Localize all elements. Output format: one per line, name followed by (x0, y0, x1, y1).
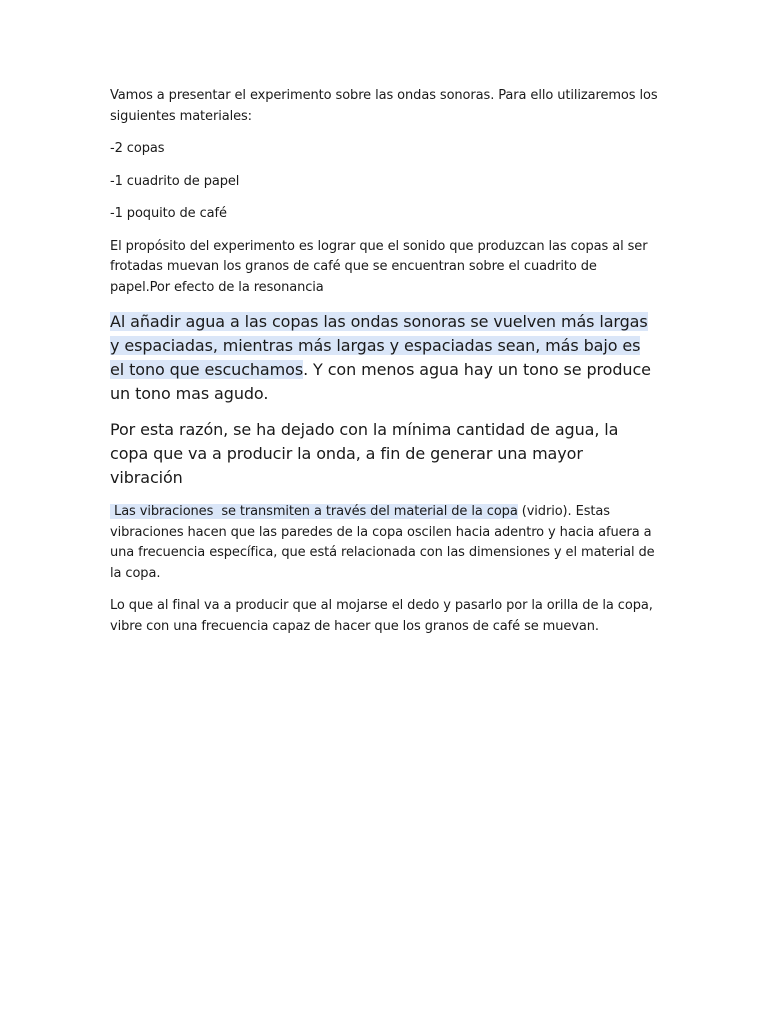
agua-rest-text: . Y con menos agua hay un tono se produce un tono mas agudo. (110, 360, 651, 403)
vibraciones-paragraph (110, 502, 658, 584)
final-paragraph: Lo que al final va a producir que al mojarse el dedo y pasarlo por la orilla de la copa, vibre con una frecuencia capaz de hacer que los granos de café se muevan. (110, 598, 653, 634)
intro-paragraph: Vamos a presentar el experimento sobre las ondas sonoras. Para ello utilizaremos los siguientes materiales: (110, 88, 658, 124)
material-item-copas: -2 copas (110, 141, 165, 156)
agua-highlighted-text: Al añadir agua a las copas las ondas sonoras se vuelven más largas y espaciadas, mientras más largas y espaciadas sean, más bajo es el tono que escuchamos (110, 312, 648, 379)
material-item-papel: -1 cuadrito de papel (110, 173, 240, 189)
document-page (110, 86, 658, 637)
agua-paragraph (110, 310, 658, 406)
material-item-cafe: -1 poquito de café (110, 206, 227, 221)
vibraciones-highlighted-text: Las vibraciones se transmiten a través del material de la copa (110, 504, 518, 519)
vibraciones-rest-text: (vidrio). Estas vibraciones hacen que las paredes de la copa oscilen hacia adentro y hacia afuera a una frecuencia específica, que está relacionada con las dimensiones y el material de la copa. (110, 504, 655, 581)
razon-paragraph: Por esta razón, se ha dejado con la mínima cantidad de agua, la copa que va a producir la onda, a fin de generar una mayor vibración (110, 420, 619, 487)
purpose-paragraph: El propósito del experimento es lograr que el sonido que produzcan las copas al ser frotadas muevan los granos de café que se encuentran sobre el cuadrito de papel.Por efecto de la resonancia (110, 238, 648, 295)
